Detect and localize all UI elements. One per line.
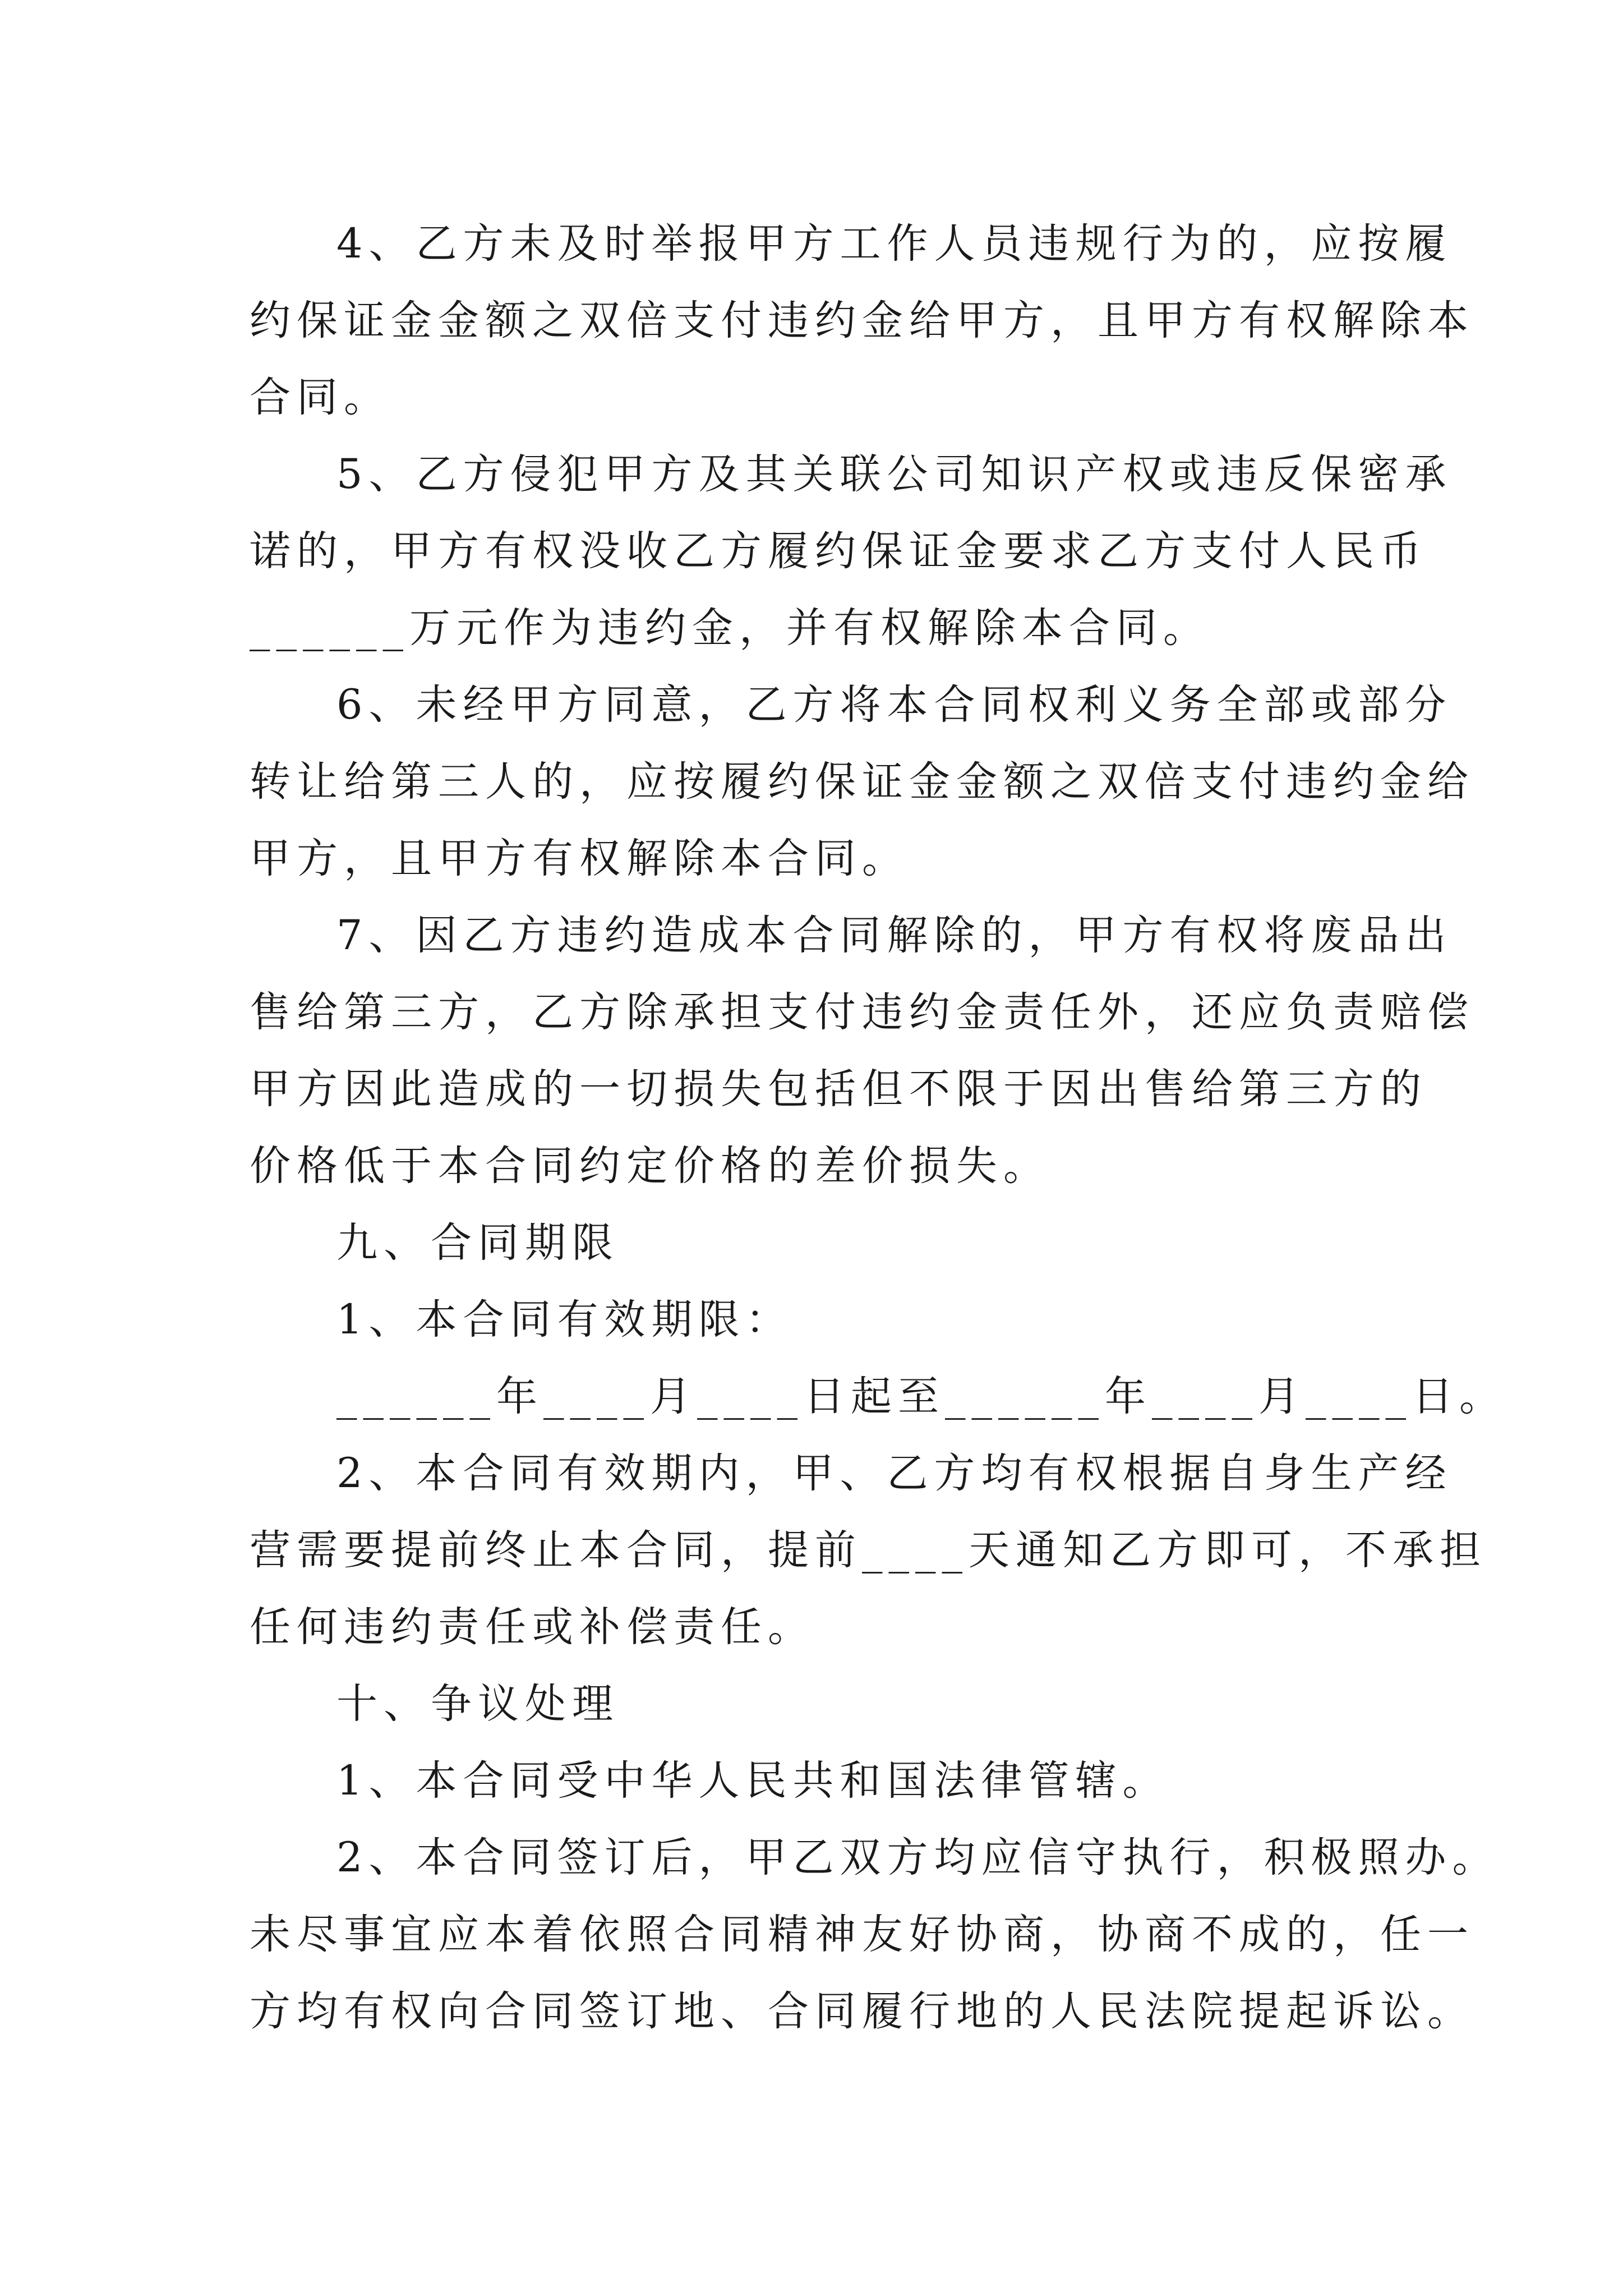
text-line: 合同。 (250, 374, 391, 421)
text-line: 价格低于本合同约定价格的差价损失。 (250, 1142, 1050, 1190)
text-line: 1、本合同有效期限： (336, 1296, 793, 1343)
date-fill-line: ______年____月____日起至______年____月____日。 (336, 1373, 1506, 1420)
text-line: 方均有权向合同签订地、合同履行地的人民法院提起诉讼。 (250, 1987, 1474, 2035)
text-line: 甲方，且甲方有权解除本合同。 (250, 835, 909, 882)
text-line: 1、本合同受中华人民共和国法律管辖。 (336, 1757, 1170, 1805)
text-line: ______万元作为违约金，并有权解除本合同。 (250, 604, 1210, 652)
text-line: 营需要提前终止本合同，提前____天通知乙方即可，不承担 (250, 1526, 1487, 1574)
text-line: 5、乙方侵犯甲方及其关联公司知识产权或违反保密承 (336, 450, 1453, 498)
section-heading: 十、争议处理 (336, 1680, 619, 1728)
text-line: 2、本合同签订后，甲乙双方均应信守执行，积极照办。 (336, 1834, 1500, 1881)
text-line: 未尽事宜应本着依照合同精神友好协商，协商不成的，任一 (250, 1911, 1474, 1958)
text-line: 售给第三方，乙方除承担支付违约金责任外，还应负责赔偿 (250, 988, 1474, 1036)
section-heading: 九、合同期限 (336, 1219, 619, 1267)
text-line: 7、因乙方违约造成本合同解除的，甲方有权将废品出 (336, 912, 1453, 959)
text-line: 4、乙方未及时举报甲方工作人员违规行为的，应按履 (336, 220, 1453, 268)
text-line: 转让给第三人的，应按履约保证金金额之双倍支付违约金给 (250, 758, 1474, 806)
text-line: 约保证金金额之双倍支付违约金给甲方，且甲方有权解除本 (250, 297, 1474, 344)
text-line: 任何违约责任或补偿责任。 (250, 1603, 815, 1651)
text-line: 甲方因此造成的一切损失包括但不限于因出售给第三方的 (250, 1065, 1427, 1113)
text-line: 诺的，甲方有权没收乙方履约保证金要求乙方支付人民币 (250, 527, 1427, 575)
text-line: 6、未经甲方同意，乙方将本合同权利义务全部或部分 (336, 681, 1453, 729)
text-line: 2、本合同有效期内，甲、乙方均有权根据自身生产经 (336, 1450, 1453, 1497)
